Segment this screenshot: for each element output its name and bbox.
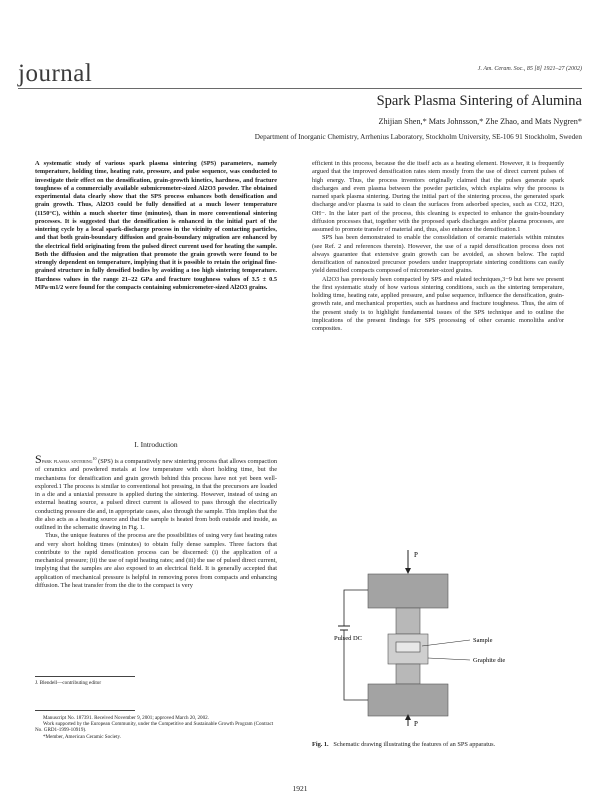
- right-paragraph-3: Al2O3 has previously been compacted by SPS and related techniques,3−9 but here we present the first systematic study of how various sintering conditions, such as the sintering temperature, holding time, heating rate, applied pressure, and pulse sequence, influence the densification, grain-growth rate, and mechanical properties, such as hardness and fracture toughness. Thus, the aim of the present study is to highlight fundamental issues of the SPS technique and to outline the implications of the present findings for SPS processing of other ceramic monoliths and/or composites.: [312, 275, 564, 332]
- bottom-electrode: [368, 684, 448, 716]
- footnotes: [35, 715, 280, 740]
- graphite-die-leader: [428, 658, 470, 660]
- journal-logo: journal: [18, 60, 93, 87]
- right-paragraph-2: SPS has been demonstrated to enable the consolidation of ceramic materials within minutes (see Ref. 2 and references therein). However, the use of a rapid densification process does not always guarantee that extensive grain growth can be avoided, as shown below. The rapid densification of nanosized precursor powders under inappropriate sintering conditions can easily yield densified compacts composed of micrometer-sized grains.: [312, 234, 564, 275]
- top-punch: [396, 608, 420, 634]
- footnote-rule: [35, 676, 135, 677]
- authors: Zhijian Shen,* Mats Johnsson,* Zhe Zhao, and Mats Nygren*: [378, 117, 582, 126]
- label-p-top: P: [414, 551, 418, 559]
- label-pulsed-dc: Pulsed DC: [334, 635, 362, 642]
- label-graphite-die: Graphite die: [473, 657, 506, 664]
- intro-paragraph-1-text: (SPS) is a comparatively new sintering process that allows compaction of ceramics and powdered metals at low temperature with short holding time, but the mechanisms for densification and grain growth behind this process have not yet been well-explored.1 The process is similar to conventional hot pressing, in that the precursors are loaded in a die and a uniaxial pressure is applied during the sintering. However, instead of using an external heating source, a pulsed direct current is allowed to pass through the electrically conducting pressure die and, in appropriate cases, also through the sample. This implies that the die also acts as a heating source and that the sample is heated from both outside and inside, as outlined in the schematic drawing in Fig. 1.: [35, 458, 277, 532]
- sample: [396, 642, 420, 652]
- figure-caption-label: Fig. 1.: [312, 741, 329, 748]
- sps-apparatus-figure: [330, 548, 562, 728]
- intro-paragraph-2: Thus, the unique features of the process are the possibilities of using very fast heating rates and very short holding times (minutes) to obtain fully dense samples. Three factors that contribute to the rapid densification process can be discerned: (i) the application of a mechanical pressure; (ii) the use of rapid heating rates; and (iii) the use of pulsed direct current, implying that the samples are also exposed to an electrical field. It is generally accepted that application of mechanical pressure is helpful in removing pores from compacts and enhancing diffusion. The heat transfer from the die to the compact is very: [35, 532, 277, 589]
- abstract: [35, 160, 277, 292]
- figure-caption-text: Schematic drawing illustrating the features of an SPS apparatus.: [333, 741, 496, 748]
- page-number: 1921: [292, 784, 308, 793]
- top-electrode: [368, 574, 448, 608]
- figure-caption: [312, 741, 564, 748]
- right-paragraph-1: efficient in this process, because the die itself acts as a heating element. However, it is frequently argued that the improved densification rates stem mostly from the use of direct current pulses of high energy. Thus, the process inventors originally claimed that the pulses generate spark discharges and even plasma between the powder particles, which explains why the process is named spark plasma sintering. During the initial part of the sintering process, the generated spark discharge and/or plasma is said to clean the surfaces from adsorbed species, such as CO2, H2O, OH−. In the later part of the process, this cleaning is expected to enhance the grain-boundary diffusion processes that, together with the proposed spark discharges and/or plasma processes, are assumed to promote transfer of material and, thus, also enhance the densification.1: [312, 160, 564, 233]
- footnote-support: Work supported by the European Community, under the Competitive and Sustainable Growth Program (Contract No. GRD1-1999-10919).: [35, 721, 274, 734]
- header-rule: [18, 88, 582, 89]
- intro-paragraph-1: [35, 452, 277, 532]
- dc-wire-top: [344, 590, 368, 626]
- abstract-text: A systematic study of various spark plasma sintering (SPS) parameters, namely temperature, holding time, heating rate, pressure, and pulse sequence, was conducted to investigate their effect on the densification, grain-growth kinetics, hardness, and fracture toughness of a commercially available submicrometer-sized Al2O3 powder. The obtained experimental data clearly show that the SPS process enhances both densification and grain growth. Thus, Al2O3 could be fully densified at a much lower temperature (1150°C), within a much shorter time (minutes), than in more conventional sintering processes. It is suggested that the densification is enhanced in the initial part of the sintering cycle by a local spark-discharge process in the vicinity of contacting particles, and that both grain-boundary diffusion and grain-boundary migration are enhanced by the electrical field originating from the pulsed direct current used for heating the sample. Both the diffusion and the migration that promote the grain growth were found to be strongly dependent on temperature, implying that it is possible to retain the original fine-grained structure in fully densified bodies by avoiding a too high sintering temperature. Hardness values in the range 21–22 GPa and fracture toughness values of 3.5 ± 0.5 MPa·m1/2 were found for the compacts containing submicrometer-sized Al2O3 grains.: [35, 160, 277, 291]
- paper-title: Spark Plasma Sintering of Alumina: [376, 93, 582, 109]
- bottom-punch: [396, 664, 420, 684]
- footnote-manuscript: Manuscript No. 187391. Received November 9, 2001; approved March 20, 2002.: [43, 715, 209, 721]
- label-sample: Sample: [473, 637, 493, 644]
- footnote-rule: [35, 710, 135, 711]
- footnote-member: *Member, American Ceramic Society.: [43, 733, 121, 740]
- intro-superscript: 10: [92, 456, 97, 461]
- sample-leader: [422, 640, 470, 646]
- intro-smallcaps: park plasma sintering: [41, 458, 93, 466]
- affiliation: Department of Inorganic Chemistry, Arrhenius Laboratory, Stockholm University, SE-106 91 Stockholm, Sweden: [254, 133, 582, 141]
- section-heading-introduction: I. Introduction: [134, 440, 178, 449]
- introduction-body: [35, 452, 277, 590]
- footnote-editor: J. Blendell—contributing editor: [35, 680, 102, 686]
- drop-cap: S: [35, 452, 42, 467]
- citation: J. Am. Ceram. Soc., 85 [8] 1921–27 (2002): [477, 66, 582, 72]
- right-column: [312, 160, 564, 333]
- label-p-bottom: P: [414, 720, 418, 728]
